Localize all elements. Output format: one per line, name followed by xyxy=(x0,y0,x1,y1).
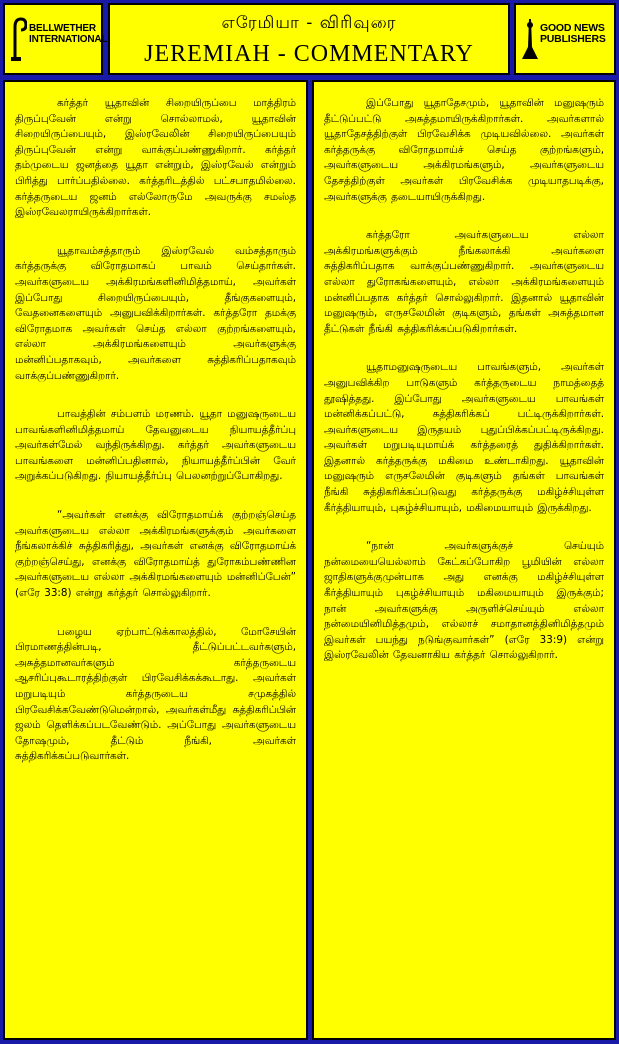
page-title-english: JEREMIAH - COMMENTARY xyxy=(144,41,474,67)
good-news-logo xyxy=(514,3,616,75)
paragraph: கர்த்தரோ அவர்களுடைய எல்லா அக்கிரமங்களுக்கும் நீங்கலாக்கி அவர்களை சுத்திகரிப்பதாக வாக்குப்பண்ணுகிறார். அவர்களுடைய எல்லா துரோகங்களையும், எல்லா அக்கிரமங்களையும் மன்னிப்பதாக கர்த்தர் சொல்லுகிறார். இதனால் யூதாவின் மனுஷரும், எருசலேமின் குடிகளும், தங்கள் அசுத்தமான தீட்டுகள் நீங்கி சுத்திகரிக்கப்படுகிறார்கள். xyxy=(324,229,604,335)
paragraph: பழைய ஏற்பாட்டுக்காலத்தில், மோசேயின் பிரமாணத்தின்படி, தீட்டுப்பட்டவர்களும், அசுத்தமானவர்களும் கர்த்தருடைய ஆசரிப்புகூடாரத்திற்குள் பிரவேசிக்கக்கூடாது. அவர்கள் மறுபடியும் கர்த்தருடைய சமுகத்தில் பிரவேசிக்கவேண்டுமென்றால், அவர்கள்மீது சுத்திகரிப்பின் ஜலம் தெளிக்கப்படவேண்டும். அப்போது அவர்களுடைய தோஷமும், தீட்டும் நீங்கி, அவர்கள் சுத்திகரிக்கப்படுவார்கள். xyxy=(15,625,296,763)
paragraph: யூதாவம்சத்தாரும் இஸ்ரவேல் வம்சத்தாரும் கர்த்தருக்கு விரோதமாகப் பாவம் செய்தார்கள். அவர்களுடைய அக்கிரமங்களினிமித்தமாய், அவர்கள் இப்போது சிறையிருப்பையும், தீங்குகளையும், வேதனைகளையும் அனுபவிக்கிறார்கள். கர்த்தரோ தமக்கு விரோதமாக அவர்கள் செய்த எல்லா குற்றங்களையும், எல்லா அக்கிரமங்களையும் அவர்களுக்கு மன்னிப்பதாகவும், அவர்களை சுத்திகரிப்பதாகவும் வாக்குப்பண்ணுகிறார். xyxy=(15,244,296,382)
shepherd-staff-icon xyxy=(11,17,27,61)
bellwether-logo xyxy=(3,3,108,75)
title-box xyxy=(108,3,510,75)
bellwether-logo-text xyxy=(29,23,107,45)
paragraph: இப்போது யூதாதேசமும், யூதாவின் மனுஷரும் தீட்டுப்பட்டு அசுத்தமாயிருக்கிறார்கள். அவர்களால் யூதாதேசத்திற்குள் பிரவேசிக்க முடியவில்லை. அவர்கள் கர்த்தருக்கு விரோதமாய்ச் செய்த குற்றங்களும், அவர்களுடைய அக்கிரமங்களும், அவர்களுடைய தேசத்திற்குள் அவர்கள் பிரவேசிக்க முடியாதபடிக்கு, அவர்களுக்கு தடையாயிருக்கிறது. xyxy=(324,97,604,203)
paragraph: யூதாமனுஷருடைய பாவங்களும், அவர்கள் அனுபவிக்கிற பாடுகளும் கர்த்தருடைய நாமத்தைத் தூஷித்தது. இப்போது அவர்களுடைய பாவங்கள் மன்னிக்கப்பட்டு, சுத்திகரிக்கப் பட்டிருக்கிறார்கள். அவர்களுடைய இருதயம் புதுப்பிக்கப்பட்டிருக்கிறது. அவர்கள் மறுபடியுமாய்க் கர்த்தரைத் துதிக்கிறார்கள். இதனால் கர்த்தருக்கு மகிமை உண்டாகிறது. யூதாவின் மனுஷரும் எருசலேமின் குடிகளும் தங்கள் பாவங்கள் நீங்கி சுத்திகரிக்கப்படுவது கர்த்தருக்கு மகிழ்ச்சியுள்ள கீர்த்தியாயும், புகழ்ச்சியாயும், மகிமையாயும் இருக்கிறது. xyxy=(324,361,604,514)
bellwether-line2: INTERNATIONAL xyxy=(29,34,108,45)
paragraph: “அவர்கள் எனக்கு விரோதமாய்க் குற்றஞ்செய்த அவர்களுடைய எல்லா அக்கிரமங்களுக்கும் அவர்களை நீங்கலாக்கிச் சுத்திகரித்து, அவர்கள் எனக்கு விரோதமாய்க் குற்றஞ்செய்து, எனக்கு விரோதமாய்த் துரோகம்பண்ணின அவர்களுடைய எல்லா அக்கிரமங்களையும் மன்னிப்பேன்” (எரே 33:8) என்று கர்த்தர் சொல்லுகிறார். xyxy=(15,509,296,600)
paragraph: கர்த்தர் யூதாவின் சிறையிருப்பை மாத்திரம் திருப்புவேன் என்று சொல்லாமல், யூதாவின் சிறையிருப்பையும், இஸ்ரவேலின் சிறையிருப்பையும் திருப்புவேன் என்று வாக்குப்பண்ணுகிறார். கர்த்தர் தம்முடைய ஜனத்தை யூதா என்றும், இஸ்ரவேல் என்றும் பிரித்து பார்ப்பதில்லை. கர்த்தரிடத்தில் பட்சபாதமில்லை. கர்த்தருடைய ஜனம் எல்லோருமே அவருக்கு சமஸ்த இஸ்ரவேலராயிருக்கிறார்கள். xyxy=(15,97,296,219)
paragraph: “நான் அவர்களுக்குச் செய்யும் நன்மையையெல்லாம் கேட்கப்போகிற பூமியின் எல்லா ஜாதிகளுக்குமுன்பாக அது எனக்கு மகிழ்ச்சியுள்ள கீர்த்தியாயும் புகழ்ச்சியாயும் மகிமையாயும் இருக்கும்; நான் அவர்களுக்கு அருளிச்செய்யும் எல்லா நன்மையினிமித்தமும், எல்லாச் சமாதானத்தினிமித்தமும் இவர்கள் பயந்து நடுங்குவார்கள்” (எரே 33:9) என்று இஸ்ரவேலின் தேவனாகிய கர்த்தர் சொல்லுகிறார். xyxy=(324,540,604,662)
good-news-line2: PUBLISHERS xyxy=(540,33,606,45)
left-column xyxy=(3,80,308,1040)
bellwether-line1: BELLWETHER xyxy=(29,23,96,34)
trumpet-icon xyxy=(521,17,539,61)
paragraph: பாவத்தின் சம்பளம் மரணம். யூதா மனுஷருடைய பாவங்களினிமித்தமாய் தேவனுடைய நியாயத்தீர்ப்பு அவர்கள்மேல் வந்திருக்கிறது. கர்த்தர் அவர்களுடைய பாவங்களை மன்னிப்பதினால், நியாயத்தீர்ப்பின் வேர் அறுக்கப்படுகிறது. நியாயத்தீர்ப்பு பெலனற்றுப்போகிறது. xyxy=(15,408,296,483)
good-news-line1: GOOD NEWS xyxy=(540,22,605,34)
header xyxy=(0,0,619,78)
right-column xyxy=(312,80,616,1040)
good-news-logo-text xyxy=(540,23,606,45)
page-title-tamil: எரேமியா - விரிவுரை xyxy=(221,13,397,33)
